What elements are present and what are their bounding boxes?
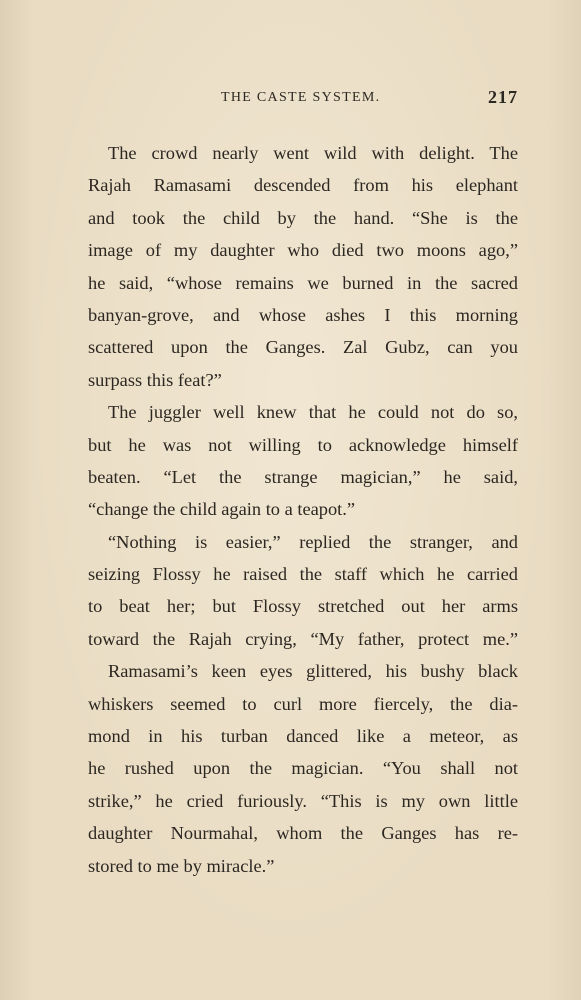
text-line: stored to me by miracle.” [88,855,275,876]
body-text [88,137,518,882]
text-line: he said, “whose remains we burned in the sacred [88,272,518,293]
text-line: toward the Rajah crying, “My father, protect me.” [88,628,518,649]
text-line: scattered upon the Ganges. Zal Gubz, can you [88,337,518,358]
paragraph-3 [88,526,518,656]
text-line: “Nothing is easier,” replied the stranger, and [108,531,518,552]
page-number: 217 [488,87,518,107]
text-line: strike,” he cried furiously. “This is my own little [88,790,518,811]
text-line: Ramasami’s keen eyes glittered, his bushy black [108,661,518,682]
text-line: “change the child again to a teapot.” [88,499,356,520]
text-line: to beat her; but Flossy stretched out her arms [88,596,518,617]
text-line: banyan-grove, and whose ashes I this morning [88,304,518,325]
text-line: but he was not willing to acknowledge himself [88,434,518,455]
text-line: image of my daughter who died two moons ago,” [88,240,518,261]
paragraph-1 [88,137,518,396]
text-line: whiskers seemed to curl more fiercely, the dia- [88,693,518,714]
text-line: Rajah Ramasami descended from his elephant [88,175,518,196]
text-line: surpass this feat?” [88,369,222,390]
text-line: seizing Flossy he raised the staff which he carried [88,564,518,585]
text-line: and took the child by the hand. “She is the [88,207,518,228]
text-line: beaten. “Let the strange magician,” he said, [88,466,518,487]
running-head [88,87,518,112]
text-line: The crowd nearly went wild with delight. The [108,143,518,163]
running-title: THE CASTE SYSTEM. [221,90,381,105]
paragraph-2 [88,396,518,526]
paragraph-4 [88,655,518,882]
text-line: he rushed upon the magician. “You shall not [88,758,518,779]
text-line: daughter Nourmahal, whom the Ganges has re- [88,823,518,844]
text-line: mond in his turban danced like a meteor, as [88,726,518,747]
text-line: The juggler well knew that he could not do so, [108,402,518,423]
